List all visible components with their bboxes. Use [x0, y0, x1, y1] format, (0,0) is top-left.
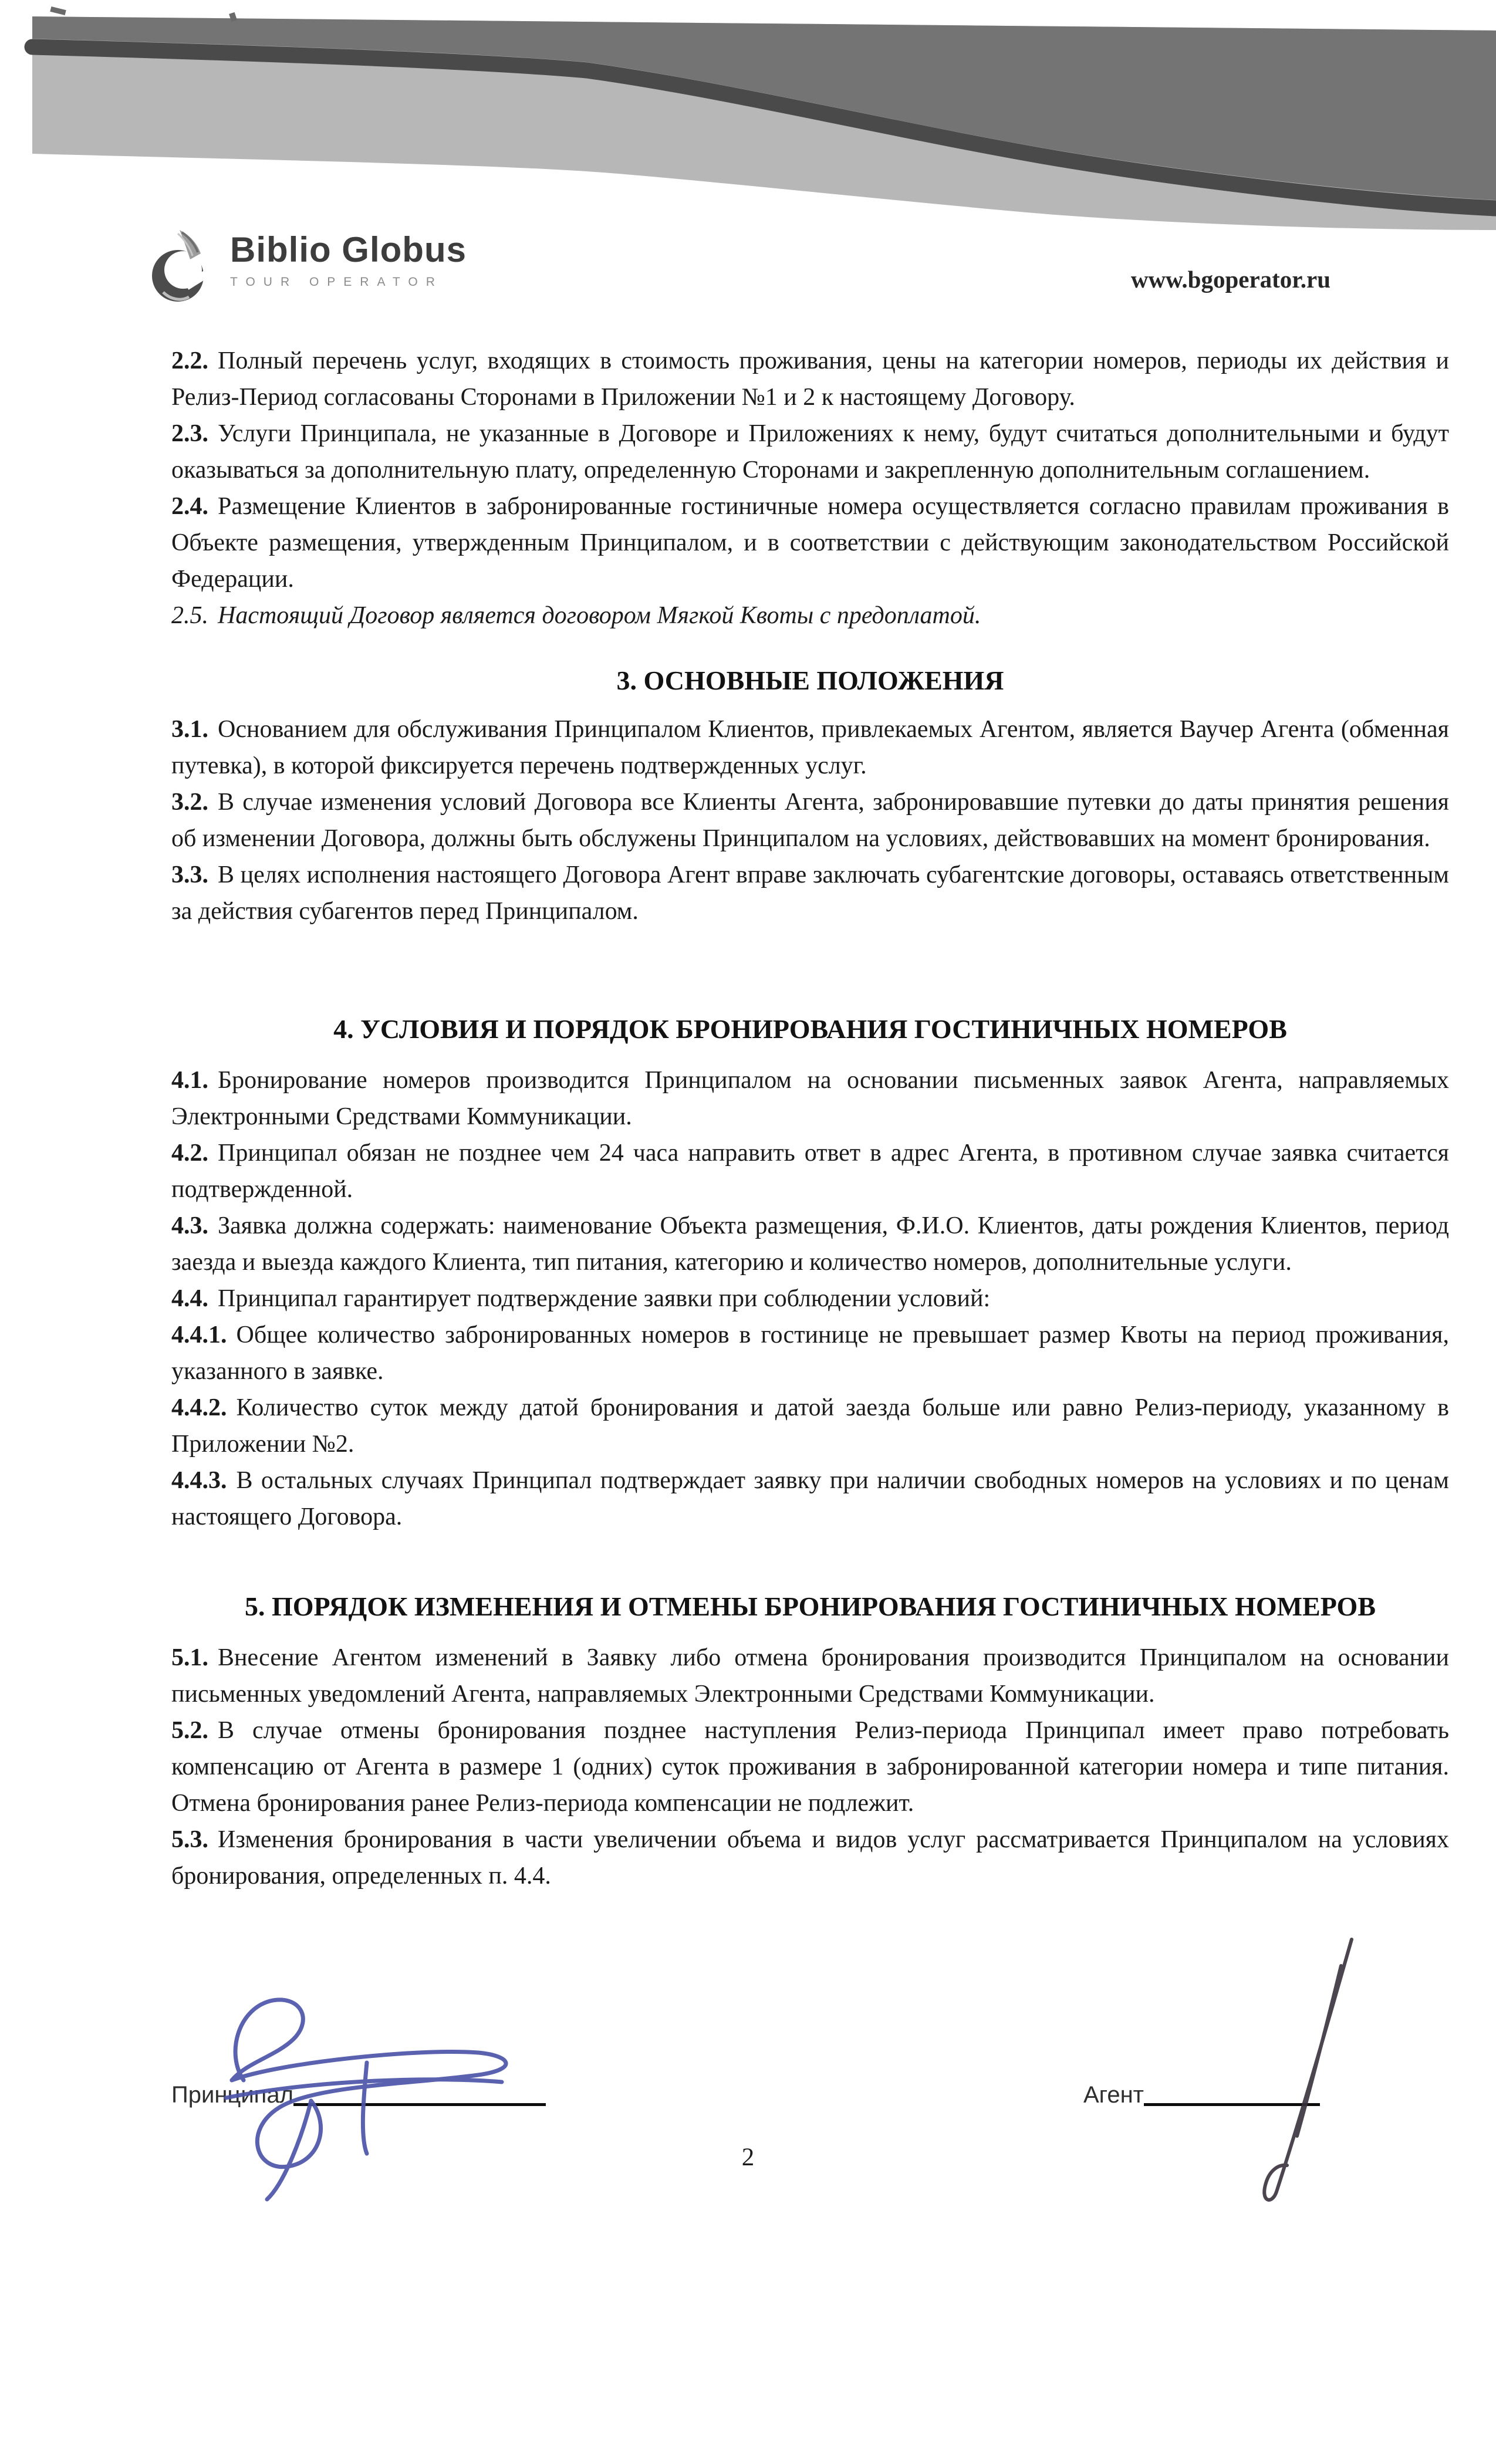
clause-number: 4.4.	[171, 1285, 208, 1312]
clause-text: Заявка должна содержать: наименование Объекта размещения, Ф.И.О. Клиентов, даты рождения Клиентов, период заезда и выезда каждого Клиента, тип питания, категорию и количество номеров, дополнительные услуги.	[171, 1212, 1449, 1276]
clause-number: 3.3.	[171, 861, 208, 888]
clause-text: Размещение Клиентов в забронированные гостиничные номера осуществляется согласно правилам проживания в Объекте размещения, утвержденным Принципалом, и в соответствии с действующим законодательством Российской Федерации.	[171, 493, 1449, 593]
clause-4-1	[171, 1062, 1449, 1135]
clause-3-1	[171, 711, 1449, 784]
clause-text: В случае отмены бронирования позднее наступления Релиз-периода Принципал имеет право потребовать компенсацию от Агента в размере 1 (одних) суток проживания в забронированной категории номера и типе питания. Отмена бронирования ранее Релиз-периода компенсации не подлежит.	[171, 1717, 1449, 1817]
clause-4-4	[171, 1280, 1449, 1317]
clause-text: Основанием для обслуживания Принципалом Клиентов, привлекаемых Агентом, является Ваучер Агента (обменная путевка), в которой фиксируется перечень подтвержденных услуг.	[171, 716, 1449, 779]
clause-number: 4.3.	[171, 1212, 208, 1239]
clause-number: 2.3.	[171, 420, 208, 447]
clause-4-4-3	[171, 1462, 1449, 1535]
clause-4-2	[171, 1135, 1449, 1208]
clause-text: Количество суток между датой бронирования и датой заезда больше или равно Релиз-периоду, указанному в Приложении №2.	[171, 1394, 1449, 1458]
heading-5: 5. ПОРЯДОК ИЗМЕНЕНИЯ И ОТМЕНЫ БРОНИРОВАНИЯ ГОСТИНИЧНЫХ НОМЕРОВ	[244, 1591, 1376, 1621]
principal-signature-block	[171, 2082, 546, 2108]
clause-text: Настоящий Договор является договором Мягкой Квоты с предоплатой.	[218, 602, 981, 629]
globe-book-icon	[150, 227, 214, 309]
clause-2-2	[171, 343, 1449, 415]
clause-3-2	[171, 784, 1449, 857]
clause-number: 4.2.	[171, 1140, 208, 1167]
signature-row	[171, 2082, 1320, 2108]
agent-handwritten-signature	[1194, 1931, 1394, 2218]
clause-number: 4.4.1.	[171, 1321, 227, 1348]
clause-number: 2.5.	[171, 602, 208, 629]
clause-text: Общее количество забронированных номеров в гостинице не превышает размер Квоты на период проживания, указанного в заявке.	[171, 1321, 1449, 1385]
biblio-globus-logo	[150, 227, 467, 309]
clause-3-3	[171, 857, 1449, 930]
principal-signature-line	[293, 2103, 546, 2106]
logo-subtitle: TOUR OPERATOR	[230, 275, 443, 289]
clause-text: В случае изменения условий Договора все Клиенты Агента, забронировавшие путевки до даты принятия решения об изменении Договора, должны быть обслужены Принципалом на условиях, действовавших на момент бронирования.	[171, 789, 1449, 852]
clause-number: 4.4.3.	[171, 1467, 227, 1494]
clause-4-3	[171, 1208, 1449, 1280]
header-wave-banner	[0, 0, 1496, 254]
clause-text: В остальных случаях Принципал подтверждает заявку при наличии свободных номеров на условиях и по ценам настоящего Договора.	[171, 1467, 1449, 1530]
clause-text: Принципал гарантирует подтверждение заявки при соблюдении условий:	[218, 1285, 991, 1312]
clause-2-4	[171, 488, 1449, 597]
clause-5-2	[171, 1712, 1449, 1821]
clause-5-1	[171, 1640, 1449, 1712]
clause-text: Полный перечень услуг, входящих в стоимость проживания, цены на категории номеров, периоды их действия и Релиз-Период согласованы Сторонами в Приложении №1 и 2 к настоящему Договору.	[171, 347, 1449, 411]
clause-text: Услуги Принципала, не указанные в Договоре и Приложениях к нему, будут считаться дополнительными и будут оказываться за дополнительную плату, определенную Сторонами и закрепленную дополнительным соглашением.	[171, 420, 1449, 484]
clause-number: 5.1.	[171, 1644, 208, 1671]
clause-number: 5.3.	[171, 1826, 208, 1853]
clause-text: Бронирование номеров производится Принципалом на основании письменных заявок Агента, направляемых Электронными Средствами Коммуникации.	[171, 1067, 1449, 1130]
agent-signature-line	[1144, 2103, 1320, 2106]
heading-4: 4. УСЛОВИЯ И ПОРЯДОК БРОНИРОВАНИЯ ГОСТИНИЧНЫХ НОМЕРОВ	[333, 1014, 1287, 1044]
agent-label: Агент	[1083, 2082, 1144, 2108]
clause-text: Внесение Агентом изменений в Заявку либо отмена бронирования производится Принципалом на основании письменных уведомлений Агента, направляемых Электронными Средствами Коммуникации.	[171, 1644, 1449, 1708]
clause-number: 4.1.	[171, 1067, 208, 1094]
clause-number: 4.4.2.	[171, 1394, 227, 1421]
clause-2-5	[171, 597, 1449, 634]
clause-number: 3.2.	[171, 789, 208, 816]
agent-signature-block	[1083, 2082, 1320, 2108]
clause-number: 2.4.	[171, 493, 208, 520]
heading-3: 3. ОСНОВНЫЕ ПОЛОЖЕНИЯ	[616, 665, 1004, 695]
clause-4-4-1	[171, 1317, 1449, 1390]
clause-2-3	[171, 415, 1449, 488]
page-number: 2	[741, 2144, 755, 2171]
clause-number: 2.2.	[171, 347, 208, 374]
principal-label: Принципал	[171, 2082, 293, 2108]
clause-4-4-2	[171, 1390, 1449, 1462]
website-url: www.bgoperator.ru	[1130, 266, 1330, 293]
contract-body	[171, 343, 1449, 1894]
clause-text: Изменения бронирования в части увеличении объема и видов услуг рассматривается Принципалом на условиях бронирования, определенных п. 4.4.	[171, 1826, 1449, 1890]
clause-number: 3.1.	[171, 716, 208, 743]
logo-title: Biblio Globus	[230, 230, 467, 269]
clause-text: Принципал обязан не позднее чем 24 часа направить ответ в адрес Агента, в противном случае заявка считается подтвержденной.	[171, 1140, 1449, 1203]
clause-number: 5.2.	[171, 1717, 208, 1744]
clause-5-3	[171, 1821, 1449, 1894]
clause-text: В целях исполнения настоящего Договора Агент вправе заключать субагентские договоры, оставаясь ответственным за действия субагентов перед Принципалом.	[171, 861, 1449, 925]
